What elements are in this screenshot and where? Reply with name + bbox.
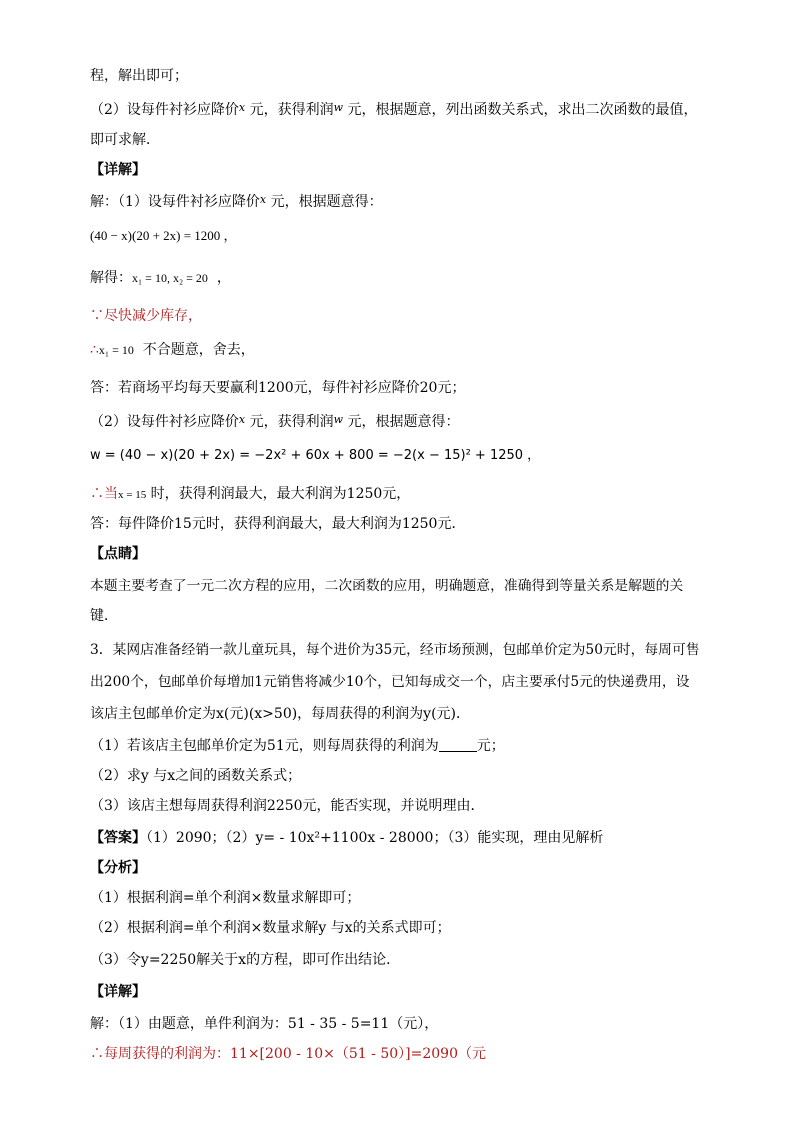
- text-line: [90, 950, 724, 970]
- section-heading: [90, 544, 724, 564]
- text-line: [90, 484, 724, 505]
- section-heading: [90, 160, 724, 180]
- text: 解得：: [90, 270, 132, 286]
- text: 出200个，包邮单价每增加1元销售将减少10个，已知每成交一个，店主要承付5元的快递费用，设: [90, 674, 690, 690]
- text-line: [90, 672, 724, 692]
- text-line: [90, 918, 724, 938]
- text: 元；: [476, 738, 505, 754]
- text: 本题主要考查了一元二次方程的应用，二次函数的应用，明确题意，准确得到等量关系是解题的关: [90, 578, 684, 594]
- equation: x = 15: [118, 489, 147, 501]
- text: （3）令y=2250解关于x的方程，即可作出结论．: [90, 952, 401, 968]
- math-var: x: [238, 413, 246, 426]
- math-line: [90, 226, 724, 246]
- text: 答：若商场平均每天要赢利1200元，每件衬衫应降价20元；: [90, 380, 466, 396]
- math-var: w: [333, 101, 344, 114]
- math-var: x: [259, 193, 267, 206]
- text: 答：每件降价15元时，获得利润最大，最大利润为1250元．: [90, 516, 466, 532]
- text: 【详解】: [90, 162, 146, 178]
- text-line: [90, 130, 724, 150]
- text: 元，根据题意得：: [270, 194, 383, 210]
- text: 即可求解．: [90, 132, 160, 148]
- text: （1）2090；（2）y= - 10x²+1100x - 28000；（3）能实现，理由见解析: [146, 830, 604, 846]
- answer-label: 【答案】: [90, 830, 146, 846]
- equation: (40 − x)(20 + 2x) = 1200 ，: [90, 228, 237, 243]
- equation: x₁ = 10, x₂ = 20: [132, 271, 208, 285]
- text: ∵尽快减少库存，: [90, 308, 202, 324]
- text: ，: [216, 270, 231, 286]
- text-line: [90, 1044, 724, 1064]
- text: 【分析】: [90, 860, 146, 876]
- text: 解：（1）设每件衬衫应降价: [90, 194, 260, 210]
- text: 不合题意，舍去，: [142, 342, 255, 358]
- text-line: [90, 736, 724, 756]
- text: （1）根据利润=单个利润×数量求解即可；: [90, 890, 361, 906]
- math-line: [90, 446, 724, 466]
- text-line: [90, 606, 724, 626]
- text: （2）根据利润=单个利润×数量求解y 与x的关系式即可；: [90, 920, 451, 936]
- text: 3．某网店准备经销一款儿童玩具，每个进价为35元，经市场预测，包邮单价定为50元时，每周可售: [90, 642, 700, 658]
- equation: x₁ = 10: [98, 343, 134, 357]
- text: 【详解】: [90, 984, 146, 1000]
- text: （2）设每件衬衫应降价: [90, 414, 239, 430]
- text-line: [90, 268, 724, 288]
- text-line: [90, 410, 724, 432]
- text: 解：（1）由题意，单件利润为：51 - 35 - 5=11（元），: [90, 1016, 439, 1032]
- text-line: [90, 306, 724, 326]
- text-line: [90, 796, 724, 816]
- section-heading: [90, 982, 724, 1002]
- text-line: [90, 766, 724, 786]
- text: 该店主包邮单价定为x(元)(x>50)，每周获得的利润为y(元)．: [90, 706, 471, 722]
- text: ∴当: [90, 486, 118, 502]
- text: 程，解出即可；: [90, 68, 188, 84]
- text-line: [90, 888, 724, 908]
- equation: w = (40 − x)(20 + 2x) = −2x² + 60x + 800 = −2(x − 15)² + 1250 ，: [90, 448, 541, 463]
- text-line: [90, 1014, 724, 1034]
- text-line: [90, 828, 724, 848]
- section-heading: [90, 858, 724, 878]
- text-line: [90, 514, 724, 534]
- text: 键．: [90, 608, 118, 624]
- text-line: [90, 340, 724, 360]
- text: 元，根据题意，列出函数关系式，求出二次函数的最值，: [347, 102, 698, 118]
- text: 时，获得利润最大，最大利润为1250元，: [150, 486, 411, 502]
- text: （2）求y 与x之间的函数关系式；: [90, 768, 302, 784]
- text-line: [90, 190, 724, 212]
- text-line: [90, 378, 724, 398]
- text: ∴: [90, 342, 99, 358]
- text: 元，获得利润: [249, 102, 334, 118]
- text: （2）设每件衬衫应降价: [90, 102, 239, 118]
- text-line: [90, 704, 724, 724]
- text-line: [90, 576, 724, 596]
- text-line: [90, 640, 724, 660]
- text-line: [90, 66, 724, 86]
- text: ∴每周获得的利润为：11×[200 - 10×（51 - 50）]=2090（元: [90, 1046, 486, 1062]
- text-line: [90, 98, 724, 120]
- text: （3）该店主想每周获得利润2250元，能否实现，并说明理由．: [90, 798, 485, 814]
- math-var: x: [238, 101, 246, 114]
- text: 【点睛】: [90, 546, 146, 562]
- text: （1）若该店主包邮单价定为51元，则每周获得的利润为: [90, 738, 439, 754]
- answer-blank: [439, 737, 477, 752]
- math-var: w: [333, 413, 344, 426]
- text: 元，获得利润: [249, 414, 334, 430]
- text: 元，根据题意得：: [347, 414, 460, 430]
